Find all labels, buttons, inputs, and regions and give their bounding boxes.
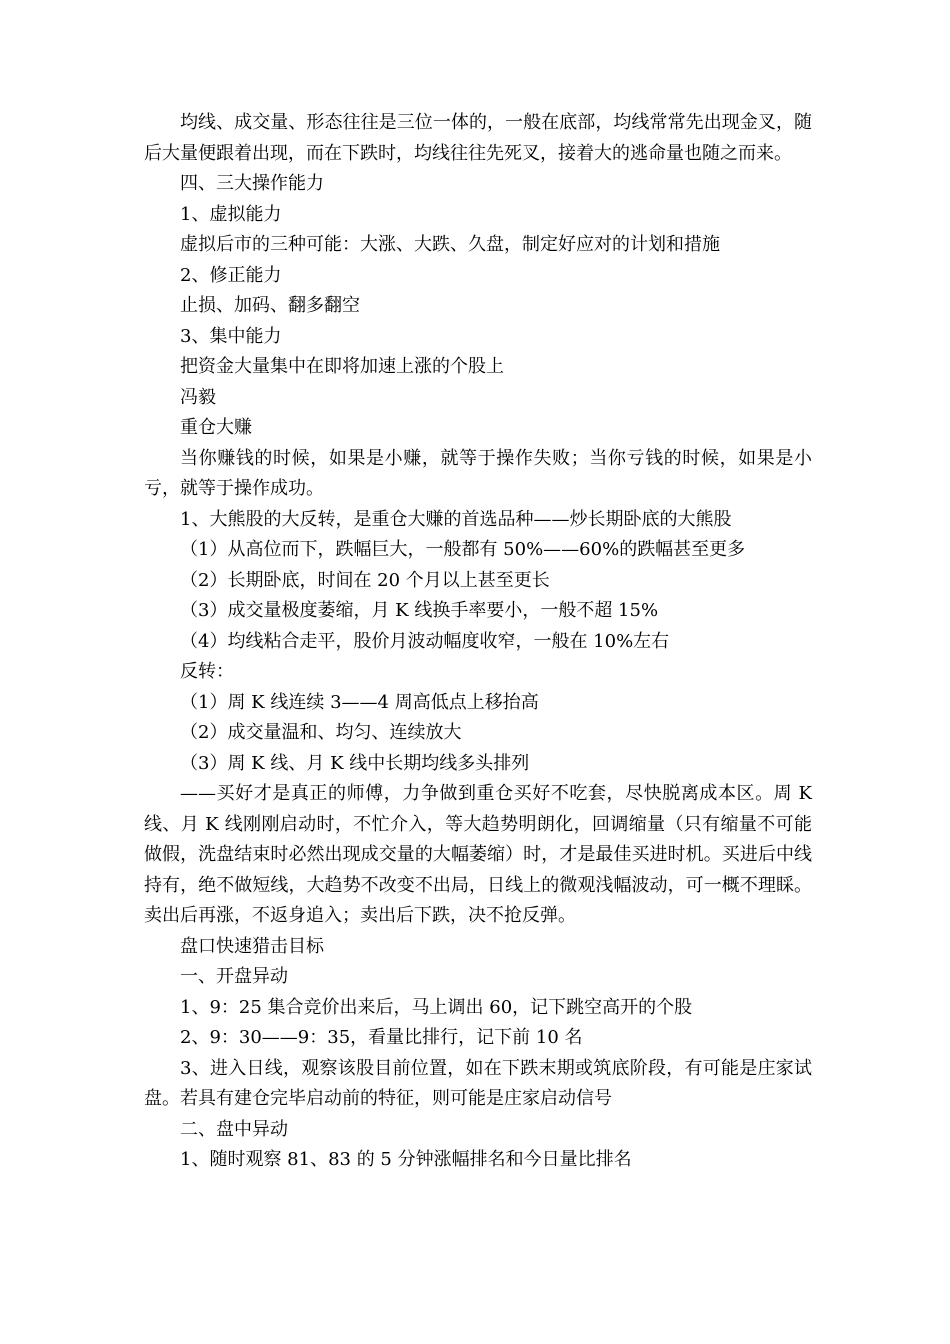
paragraph-bear-stock-reversal: 1、大熊股的大反转，是重仓大赚的首选品种——炒长期卧底的大熊股 [180, 508, 732, 530]
section-title-heavy-position: 重仓大赚 [180, 417, 252, 438]
list-item-reversal-1: （1）周 K 线连续 3——4 周高低点上移抬高 [180, 691, 539, 713]
list-item-opening-1: 1、9：25 集合竞价出来后，马上调出 60，记下跳空高开的个股 [180, 996, 693, 1018]
paragraph-focus-ability: 把资金大量集中在即将加速上涨的个股上 [180, 356, 504, 377]
list-item-bear-2: （2）长期卧底，时间在 20 个月以上甚至更长 [180, 569, 550, 591]
paragraph-virtual-ability: 虚拟后市的三种可能：大涨、大跌、久盘，制定好应对的计划和措施 [180, 234, 720, 255]
paragraph-buy-well: ——买好才是真正的师傅，力争做到重仓买好不吃套，尽快脱离成本区。周 K 线、月 K 线刚刚启动时，不忙介入，等大趋势明朗化，回调缩量（只有缩量不可能做假，洗盘结束时必然出现成交量的大幅萎缩）时，才是最佳买进时机。买进后中线持有，绝不做短线，大趋势不改变不出局，日线上的微观浅幅波动，可一概不理睬。卖出后再涨，不返身追入；卖出后下跌，决不抢反弹。 [144, 783, 818, 926]
heading-four-three-abilities: 四、三大操作能力 [180, 173, 324, 194]
list-item-bear-1: （1）从高位而下，跌幅巨大，一般都有 50%——60%的跌幅甚至更多 [180, 539, 746, 560]
heading-opening-anomaly: 一、开盘异动 [180, 966, 288, 987]
list-item-opening-3: 3、进入日线，观察该股目前位置，如在下跌末期或筑底阶段，有可能是庄家试盘。若具有建仓完毕启动前的特征，则可能是庄家启动信号 [144, 1057, 812, 1109]
paragraph-profit-loss: 当你赚钱的时候，如果是小赚，就等于操作失败；当你亏钱的时候，如果是小亏，就等于操作成功。 [144, 447, 812, 499]
heading-intraday-anomaly: 二、盘中异动 [180, 1118, 288, 1140]
paragraph-1: 均线、成交量、形态往往是三位一体的，一般在底部，均线常常先出现金叉，随后大量便跟着出现，而在下跌时，均线往往先死叉，接着大的逃命量也随之而来。 [144, 112, 812, 164]
list-item-reversal-2: （2）成交量温和、均匀、连续放大 [180, 722, 462, 743]
heading-reversal: 反转： [180, 661, 234, 682]
section-title-fast-targets: 盘口快速猎击目标 [180, 935, 324, 957]
paragraph-correction-ability: 止损、加码、翻多翻空 [180, 295, 360, 316]
list-item-intraday-1: 1、随时观察 81、83 的 5 分钟涨幅排名和今日量比排名 [180, 1149, 632, 1170]
list-item-opening-2: 2、9：30——9：35，看量比排行，记下前 10 名 [180, 1027, 583, 1048]
heading-focus-ability: 3、集中能力 [180, 325, 282, 347]
list-item-bear-3: （3）成交量极度萎缩，月 K 线换手率要小，一般不超 15% [180, 600, 659, 621]
list-item-reversal-3: （3）周 K 线、月 K 线中长期均线多头排列 [180, 752, 530, 774]
author-name: 冯毅 [180, 386, 216, 408]
document-page [144, 108, 818, 1176]
heading-virtual-ability: 1、虚拟能力 [180, 203, 282, 225]
heading-correction-ability: 2、修正能力 [180, 264, 282, 286]
list-item-bear-4: （4）均线粘合走平，股价月波动幅度收窄，一般在 10%左右 [180, 630, 670, 652]
